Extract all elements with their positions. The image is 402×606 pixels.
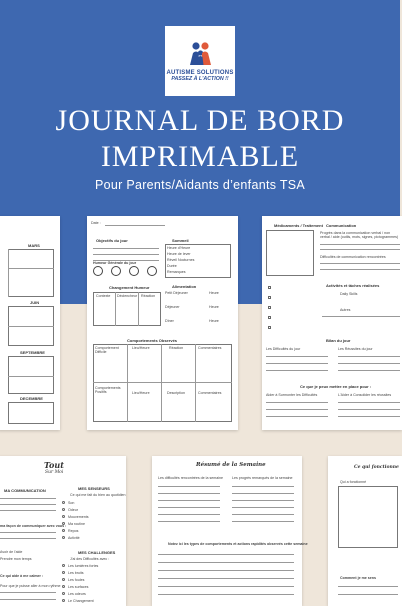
- activities-heading: Activités et tâches réalisées: [326, 283, 380, 288]
- challenges-heading: MES CHALLENGES: [78, 550, 116, 555]
- sense-bullet: [62, 529, 65, 532]
- next-column: L'Aider à Consolider les réussites: [338, 393, 392, 397]
- activity-checkbox[interactable]: [268, 316, 271, 319]
- medications-heading: Médicaments / Traitement: [274, 223, 323, 228]
- next-heading: Ce que je peux mettre en place pour :: [300, 384, 372, 389]
- table-header: Réaction: [169, 346, 184, 350]
- sheet-profile: [0, 456, 126, 606]
- mood-heading: Humeur Générale du jour: [93, 261, 137, 265]
- communication-text: Difficultés de communication rencontrées: [320, 255, 386, 259]
- communication-text: ma façon de communiquer avec vous :: [0, 524, 67, 528]
- sleep-item: Heure de lever: [167, 252, 191, 256]
- table-header: Contexte: [96, 294, 111, 298]
- senses-text: Ce qui me fait du bien au quotidien: [70, 493, 126, 497]
- calendar-grid: [8, 402, 54, 424]
- page-title-line2: IMPRIMABLE: [100, 140, 300, 173]
- date-label: Date :: [91, 221, 101, 225]
- bilan-column: Les Difficultés du jour: [266, 347, 301, 351]
- weekly-column: Les progrès remarqués de la semaine: [232, 476, 293, 480]
- month-label: JUIN: [30, 300, 40, 305]
- sleep-item: Durée: [167, 264, 177, 268]
- table-header: Commentaires: [198, 346, 222, 350]
- sleep-item: Remarques: [167, 270, 186, 274]
- right-box: [338, 486, 398, 548]
- brand-tagline: PASSEZ À L'ACTION !!: [171, 75, 229, 82]
- brand-logo: [165, 26, 235, 96]
- objective-heading: Objectifs du jour: [96, 238, 128, 243]
- profile-subtitle: Sur Moi: [45, 470, 64, 475]
- sheet-weekly: [152, 456, 308, 606]
- calendar-grid: [8, 356, 54, 394]
- meal-hour: Heure: [209, 291, 219, 295]
- challenge-item: Les lumières fortes: [68, 564, 99, 568]
- weekly-notes-heading: Notez ici les types de comportements et actions rapidités observés cette semaine: [168, 542, 308, 546]
- weekly-title: Résumé de la Semaine: [196, 462, 266, 468]
- meal-hour: Heure: [209, 319, 219, 323]
- table-header: Comportement Difficile: [95, 346, 119, 354]
- bilan-heading: Bilan du jour: [326, 338, 351, 343]
- behaviours-table: [93, 344, 232, 422]
- right-item: Comment je me sens: [340, 576, 376, 580]
- sheet-calendar: [0, 216, 60, 430]
- left-item: Prendre mon temps: [0, 557, 32, 561]
- challenge-item: Les odeurs: [68, 592, 86, 596]
- table-header: Déclencheur: [117, 294, 138, 298]
- page-subtitle: Pour Parents/Aidants d’enfants TSA: [94, 178, 306, 192]
- activity-checkbox[interactable]: [268, 326, 271, 329]
- challenge-item: Le Changement: [68, 599, 94, 603]
- very-happy-face-icon: [147, 266, 157, 276]
- sad-face-icon: [129, 266, 139, 276]
- profile-title: Tout: [44, 460, 64, 470]
- table-header: Description: [167, 391, 185, 395]
- table-header: Comportements Positifs: [95, 386, 121, 394]
- table-header: Réaction: [141, 294, 156, 298]
- sleep-item: Réveil Nocturnes: [167, 258, 195, 262]
- sheet-daily: [87, 216, 238, 430]
- sense-bullet: [62, 515, 65, 518]
- meal-item: Déjeuner: [165, 305, 180, 309]
- senses-heading: MES SENSEURS: [78, 486, 110, 491]
- communication-text: Progrès dans la communication verbal / non verbal / aide (outils, mots, signes, pictogrammes): [320, 231, 399, 239]
- family-icon: [185, 41, 215, 67]
- neutral-face-icon: [111, 266, 121, 276]
- calm-heading: Ce qui aide à me calmer :: [0, 574, 44, 578]
- left-text: Pour que je puisse aller à mon rythme: [0, 584, 61, 588]
- sense-item: Repos: [68, 529, 79, 533]
- left-item: Avoir de l'aide: [0, 550, 23, 554]
- meal-item: Petit Déjeuner: [165, 291, 188, 295]
- sense-bullet: [62, 508, 65, 511]
- sense-item: Ma routine: [68, 522, 85, 526]
- activity-checkbox[interactable]: [268, 296, 271, 299]
- sheet-right: [328, 456, 402, 606]
- challenge-item: Les foules: [68, 578, 85, 582]
- challenge-bullet: [62, 585, 65, 588]
- sense-bullet: [62, 536, 65, 539]
- bilan-column: Les Réussites du jour: [338, 347, 373, 351]
- sense-item: Son: [68, 501, 75, 505]
- sense-item: Activité: [68, 536, 80, 540]
- sense-bullet: [62, 501, 65, 504]
- behaviours-heading: Comportements Observés: [127, 338, 178, 343]
- calendar-grid: [8, 249, 54, 297]
- medications-box: [266, 230, 314, 276]
- sense-item: Odeur: [68, 508, 78, 512]
- challenge-item: Les surfaces: [68, 585, 89, 589]
- challenge-bullet: [62, 578, 65, 581]
- right-title: Ce qui fonctionne: [354, 465, 399, 470]
- meals-heading: Alimentation: [172, 284, 197, 289]
- page-title-line1: JOURNAL DE BORD: [55, 104, 345, 137]
- challenge-bullet: [62, 564, 65, 567]
- right-item: Qui a fonctionné: [340, 480, 367, 484]
- challenge-bullet: [62, 592, 65, 595]
- activity-checkbox[interactable]: [268, 286, 271, 289]
- happy-face-icon: [93, 266, 103, 276]
- activity-item: Autres: [340, 308, 351, 312]
- challenges-text: J'ai des Difficultés avec :: [70, 557, 110, 561]
- table-header: Commentaires: [198, 391, 222, 395]
- brand-name: AUTISME SOLUTIONS: [166, 69, 234, 76]
- month-label: DECEMBRE: [20, 396, 43, 401]
- month-label: MARS: [28, 243, 40, 248]
- meal-item: Dîner: [165, 319, 174, 323]
- communication-heading: MA COMMUNICATION: [4, 488, 46, 493]
- weekly-column: Les difficultés rencontrées de la semaine: [158, 476, 224, 480]
- activity-checkbox[interactable]: [268, 306, 271, 309]
- sense-item: Mouvements: [68, 515, 89, 519]
- activity-item: Daily Skills: [340, 292, 358, 296]
- table-header: Lieu/Heure: [132, 391, 150, 395]
- sleep-item: Heure d'Heure: [167, 246, 191, 250]
- table-header: Lieu/Heure: [132, 346, 150, 350]
- challenge-bullet: [62, 571, 65, 574]
- next-column: Aider à Surmonter les Difficultés: [266, 393, 318, 397]
- sheet-meds: [262, 216, 402, 430]
- sleep-heading: Sommeil: [172, 238, 189, 243]
- month-label: SEPTEMBRE: [20, 350, 45, 355]
- challenge-bullet: [62, 599, 65, 602]
- changes-heading: Changement Humeur: [109, 285, 150, 290]
- challenge-item: Les bruits: [68, 571, 84, 575]
- meal-hour: Heure: [209, 305, 219, 309]
- communication-heading: Communication: [326, 223, 357, 228]
